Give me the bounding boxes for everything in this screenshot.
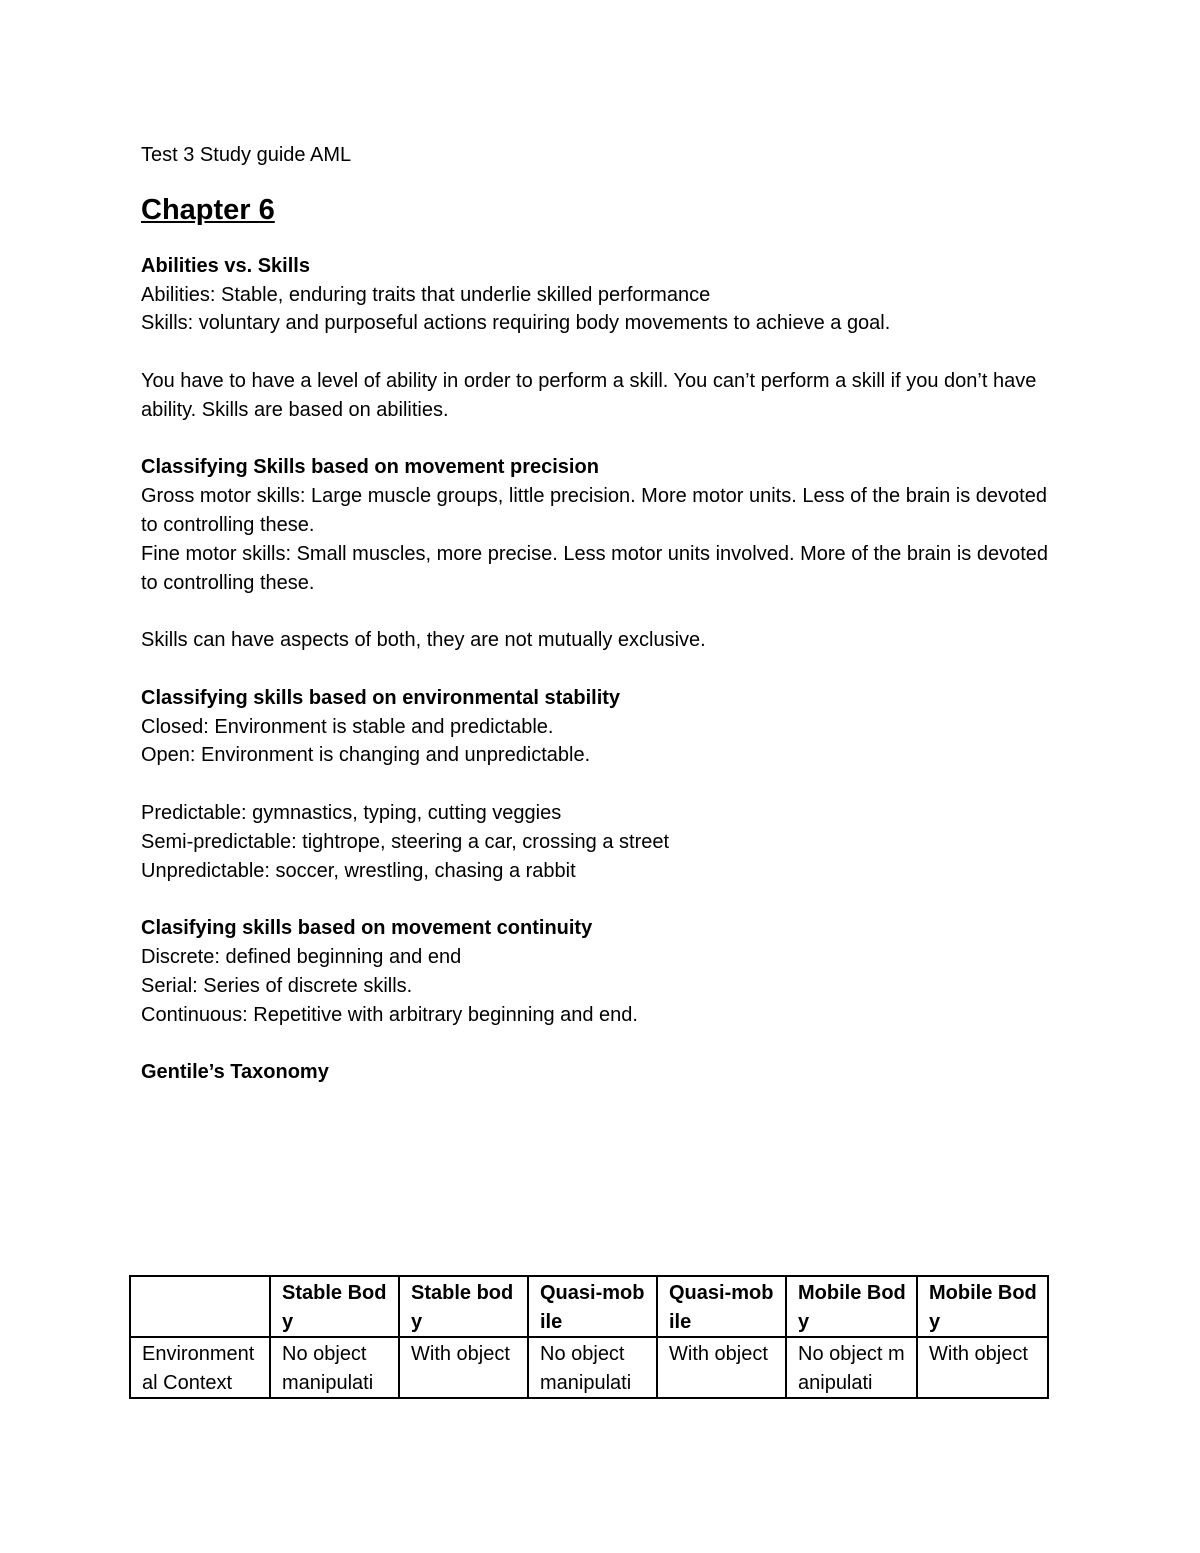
table-header-cell: Mobile Body bbox=[786, 1276, 917, 1337]
section-continuity bbox=[141, 914, 1051, 1029]
section-heading-continuity: Clasifying skills based on movement continuity bbox=[141, 917, 593, 940]
section-heading-gentile: Gentile’s Taxonomy bbox=[141, 1061, 329, 1084]
table-cell: With object bbox=[917, 1337, 1048, 1398]
document-title: Test 3 Study guide AML bbox=[141, 144, 352, 166]
abilities-note: You have to have a level of ability in order to perform a skill. You can’t perform a skill if you don’t have ability. Skills are based on abilities. bbox=[141, 369, 1037, 421]
table-cell: No object manipulati bbox=[528, 1337, 657, 1398]
abilities-definition: Abilities: Stable, enduring traits that underlie skilled performance bbox=[141, 283, 711, 306]
table-cell-corner bbox=[130, 1276, 270, 1337]
unpredictable-example: Unpredictable: soccer, wrestling, chasing a rabbit bbox=[141, 859, 576, 882]
table-cell: With object bbox=[399, 1337, 528, 1398]
precision-note: Skills can have aspects of both, they are not mutually exclusive. bbox=[141, 629, 706, 652]
table-row-label: Environmental Context bbox=[130, 1337, 270, 1398]
section-heading-precision: Classifying Skills based on movement precision bbox=[141, 456, 599, 479]
open-skill: Open: Environment is changing and unpredictable. bbox=[141, 744, 591, 767]
table-row bbox=[130, 1337, 1048, 1398]
table-cell: With object bbox=[657, 1337, 786, 1398]
chapter-heading: Chapter 6 bbox=[141, 193, 275, 226]
environment-examples bbox=[141, 799, 1051, 885]
closed-skill: Closed: Environment is stable and predictable. bbox=[141, 715, 554, 738]
section-heading-abilities: Abilities vs. Skills bbox=[141, 254, 310, 277]
table-header-cell: Stable Body bbox=[270, 1276, 399, 1337]
section-environment bbox=[141, 684, 1051, 770]
table-header-cell: Stable body bbox=[399, 1276, 528, 1337]
table-header-row bbox=[130, 1276, 1048, 1337]
discrete-skill: Discrete: defined beginning and end bbox=[141, 945, 462, 968]
serial-skill: Serial: Series of discrete skills. bbox=[141, 974, 413, 997]
continuous-skill: Continuous: Repetitive with arbitrary beginning and end. bbox=[141, 1003, 638, 1026]
gross-motor-skills: Gross motor skills: Large muscle groups, little precision. More motor units. Less of the brain is devoted to controlling these. bbox=[141, 485, 1047, 536]
table-cell: No object manipulati bbox=[270, 1337, 399, 1398]
table-header-cell: Quasi-mobile bbox=[657, 1276, 786, 1337]
section-precision bbox=[141, 453, 1051, 597]
predictable-example: Predictable: gymnastics, typing, cutting veggies bbox=[141, 801, 562, 824]
fine-motor-skills: Fine motor skills: Small muscles, more precise. Less motor units involved. More of the brain is devoted to controlling these. bbox=[141, 542, 1049, 594]
gentile-taxonomy-table bbox=[129, 1275, 1049, 1399]
document-page bbox=[141, 141, 1051, 1087]
section-abilities bbox=[141, 252, 1051, 338]
semi-predictable-example: Semi-predictable: tightrope, steering a car, crossing a street bbox=[141, 830, 670, 853]
table-header-cell: Quasi-mobile bbox=[528, 1276, 657, 1337]
table-header-cell: Mobile Body bbox=[917, 1276, 1048, 1337]
section-heading-environment: Classifying skills based on environmental stability bbox=[141, 686, 621, 709]
skills-definition: Skills: voluntary and purposeful actions requiring body movements to achieve a goal. bbox=[141, 312, 891, 335]
table-cell: No object manipulati bbox=[786, 1337, 917, 1398]
